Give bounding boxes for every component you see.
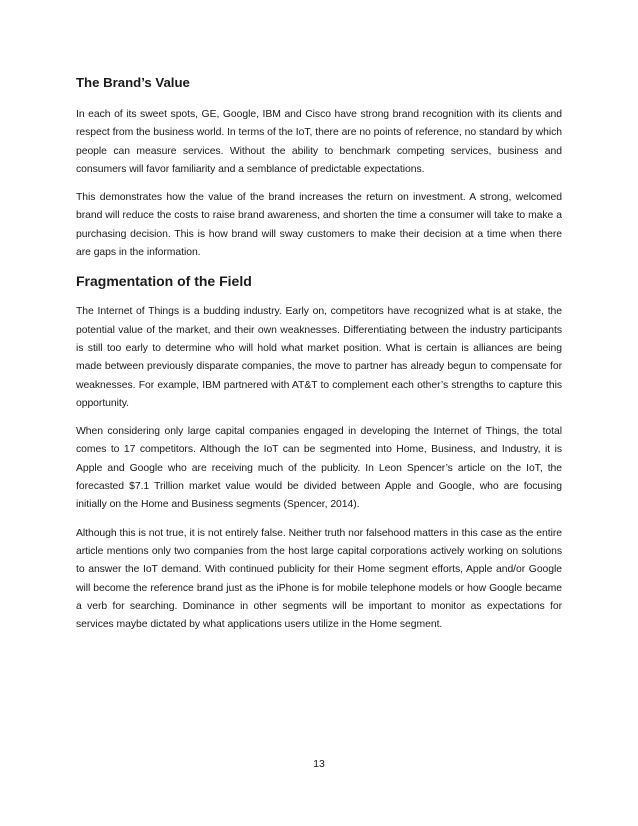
- paragraph: Although this is not true, it is not entirely false. Neither truth nor falsehood matters in this case as the entire article mentions only two companies from the host large capital corporations actively working on solutions to answer the IoT demand. With continued publicity for their Home segment efforts, Apple and/or Google will become the reference brand just as the iPhone is for mobile telephone models or how Google became a verb for searching. Dominance in other segments will be important to monitor as expectations for services maybe dictated by what applications users utilize in the Home segment.: [76, 527, 562, 631]
- section-heading-brands-value: The Brand’s Value: [76, 75, 190, 90]
- paragraph: In each of its sweet spots, GE, Google, IBM and Cisco have strong brand recognition with its clients and respect from the business world. In terms of the IoT, there are no points of reference, no standard by which people can measure services. Without the ability to benchmark competing services, business and consumers will favor familiarity and a semblance of predictable expectations.: [76, 109, 562, 175]
- page-number: 13: [313, 759, 325, 770]
- paragraph: When considering only large capital companies engaged in developing the Internet of Things, the total comes to 17 competitors. Although the IoT can be segmented into Home, Business, and Industry, it is Apple and Google who are receiving much of the publicity. In Leon Spencer’s article on the IoT, the forecasted $7.1 Trillion market value would be divided between Apple and Google, who are focusing initially on the Home and Business segments (Spencer, 2014).: [76, 426, 562, 511]
- paragraph: This demonstrates how the value of the brand increases the return on investment. A strong, welcomed brand will reduce the costs to raise brand awareness, and shorten the time a consumer will take to make a purchasing decision. This is how brand will sway customers to make their decision at a time when there are gaps in the information.: [76, 192, 562, 259]
- paragraph: The Internet of Things is a budding industry. Early on, competitors have recognized what is at stake, the potential value of the market, and their own weaknesses. Differentiating between the industry participants is still too early to determine who will hold what market position. What is certain is alliances are being made between previously disparate companies, the move to partner has already begun to compensate for weaknesses. For example, IBM partnered with AT&T to complement each other’s strengths to capture this opportunity.: [76, 306, 562, 409]
- page-content: [76, 74, 562, 644]
- section-heading-fragmentation: Fragmentation of the Field: [76, 273, 252, 290]
